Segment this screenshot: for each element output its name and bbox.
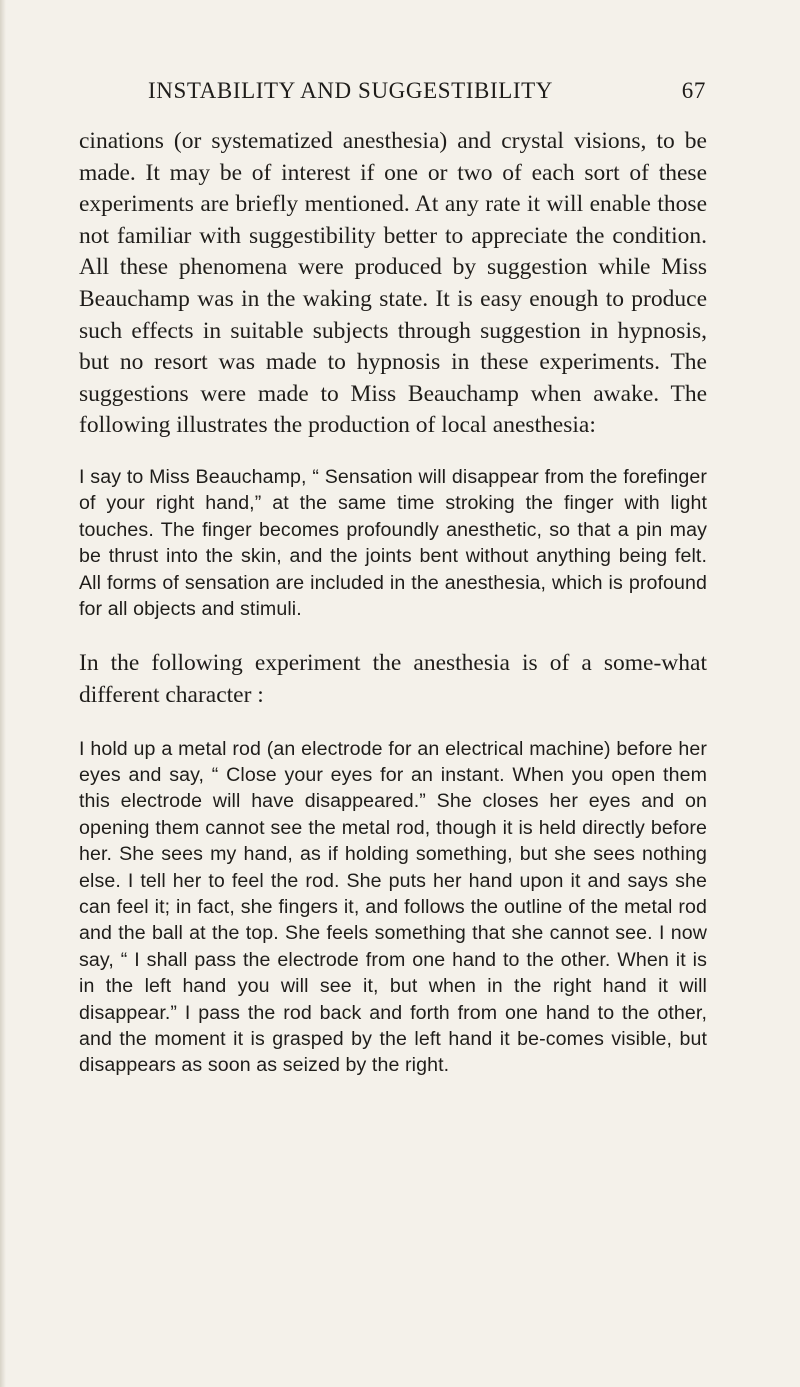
paragraph-electrode-experiment: I hold up a metal rod (an electrode for an electrical machine) before her eyes and say, “ Close your eyes for an instant. When you open them this electrode will have disappeared.” She closes her eyes and on opening them cannot see the metal rod, though it is held directly before her. She sees my hand, as if holding something, but she sees nothing else. I tell her to feel the rod. She puts her hand upon it and says she can feel it; in fact, she fingers it, and follows the outline of the metal rod and the ball at the top. She feels something that she cannot see. I now say, “ I shall pass the electrode from one hand to the other. When it is in the left hand you will see it, but when in the right hand it will disappear.” I pass the rod back and forth from one hand to the other, and the moment it is grasped by the left hand it be-comes visible, but disappears as soon as seized by the right. — [79, 737, 707, 1077]
paragraph-transition: In the following experiment the anesthesia is of a some-what different character : — [79, 650, 707, 708]
page-number: 67 — [681, 78, 706, 103]
running-header-title: INSTABILITY AND SUGGESTIBILITY — [148, 78, 553, 103]
paragraph-intro: cinations (or systematized anesthesia) and crystal visions, to be made. It may be of interest if one or two of each sort of these experiments are briefly mentioned. At any rate it will enable those not familiar with suggestibility better to appreciate the condition. All these phenomena were produced by suggestion while Miss Beauchamp was in the waking state. It is easy enough to produce such effects in suitable subjects through suggestion in hypnosis, but no resort was made to hypnosis in these experiments. The suggestions were made to Miss Beauchamp when awake. The following illustrates the production of local anesthesia: — [79, 128, 707, 439]
page-body — [79, 126, 707, 1079]
page-edge-shadow — [0, 0, 6, 1387]
running-header — [148, 78, 706, 104]
paragraph-local-anesthesia-example: I say to Miss Beauchamp, “ Sensation will disappear from the forefinger of your right hand,” at the same time stroking the finger with light touches. The finger becomes profoundly anesthetic, so that a pin may be thrust into the skin, and the joints bent without anything being felt. All forms of sensation are included in the anesthesia, which is profound for all objects and stimuli. — [79, 465, 707, 620]
